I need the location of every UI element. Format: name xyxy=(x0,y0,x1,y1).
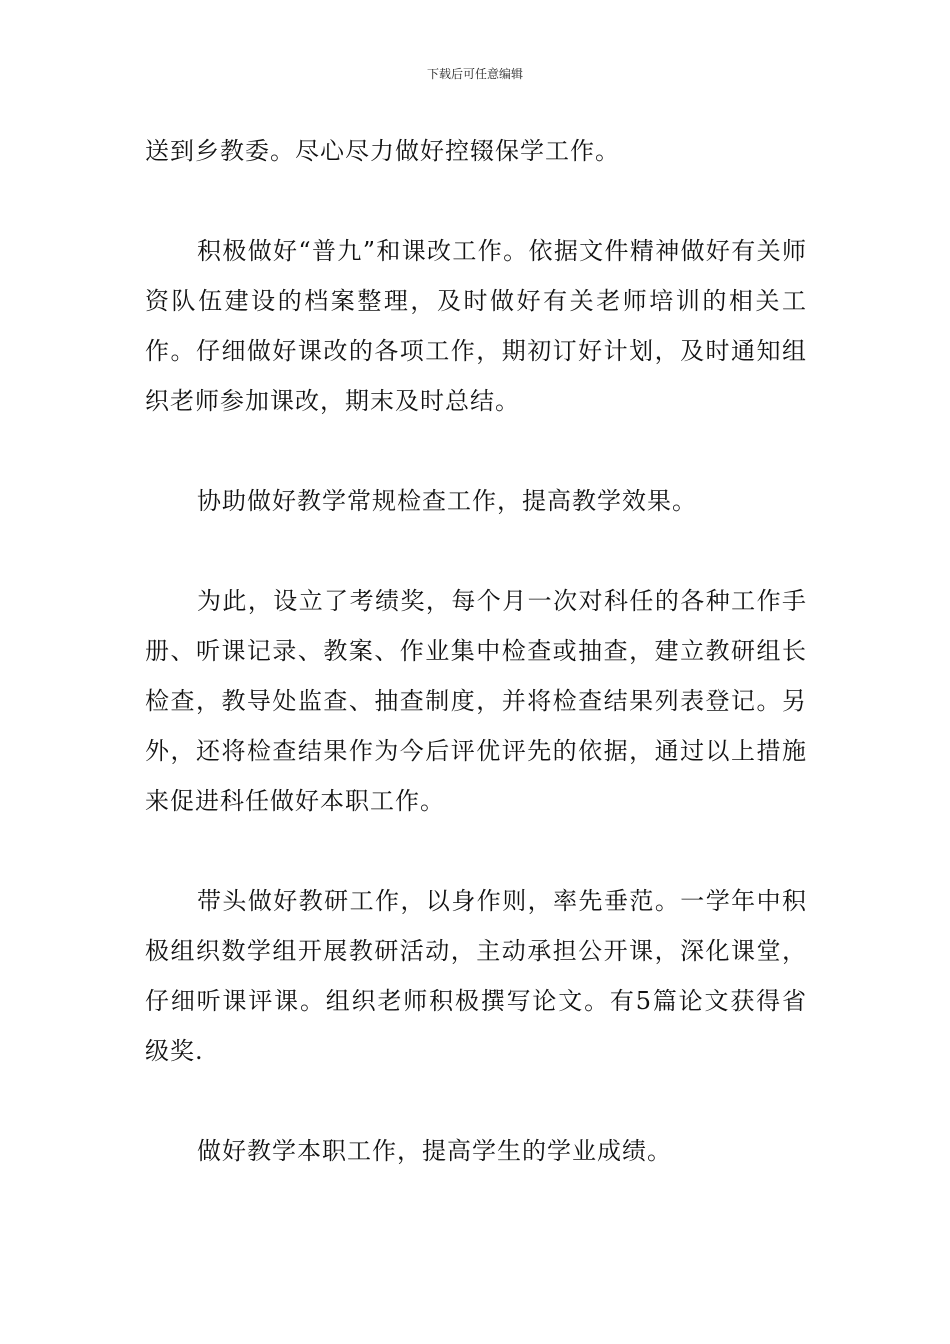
document-body xyxy=(145,126,807,1226)
paragraph-3: 协助做好教学常规检查工作，提高教学效果。 xyxy=(197,487,697,515)
paragraph-5: 带头做好教研工作，以身作则，率先垂范。一学年中积极组织数学组开展教研活动，主动承担公开课，深化课堂，仔细听课评课。组织老师积极撰写论文。有5篇论文获得省级奖. xyxy=(145,887,807,1065)
paragraph-2: 积极做好“普九”和课改工作。依据文件精神做好有关师资队伍建设的档案整理，及时做好有关老师培训的相关工作。仔细做好课改的各项工作，期初订好计划，及时通知组织老师参加课改，期末及时总结。 xyxy=(145,237,807,415)
page-header: 下载后可任意编辑 xyxy=(426,67,523,81)
paragraph-1: 送到乡教委。尽心尽力做好控辍保学工作。 xyxy=(145,137,620,165)
paragraph-6: 做好教学本职工作，提高学生的学业成绩。 xyxy=(197,1137,672,1165)
paragraph-4: 为此，设立了考绩奖，每个月一次对科任的各种工作手册、听课记录、教案、作业集中检查或抽查，建立教研组长检查，教导处监查、抽查制度，并将检查结果列表登记。另外，还将检查结果作为今后评优评先的依据，通过以上措施来促进科任做好本职工作。 xyxy=(145,587,807,815)
